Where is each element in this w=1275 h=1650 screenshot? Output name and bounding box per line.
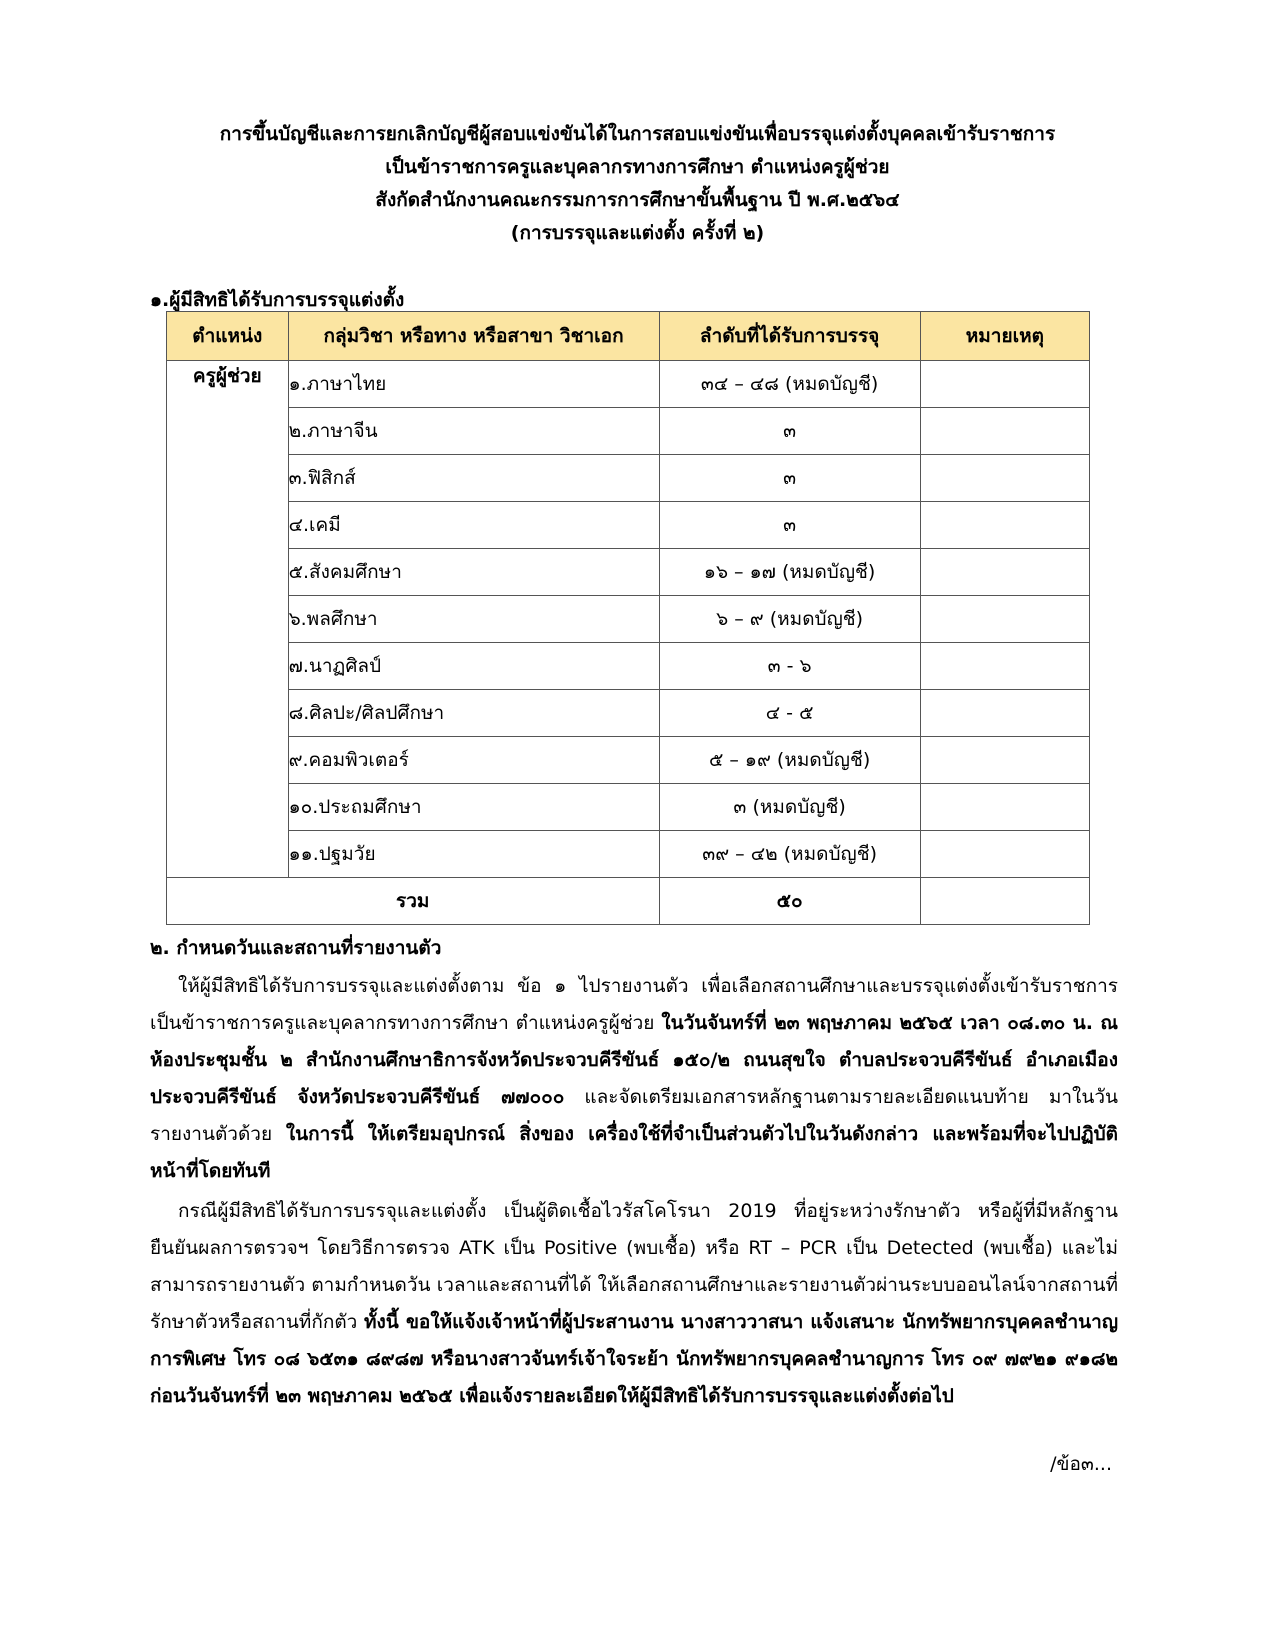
note-cell bbox=[920, 737, 1089, 784]
rank-cell: ๓ bbox=[659, 455, 920, 502]
continued-marker: /ข้อ๓... bbox=[1050, 1453, 1112, 1475]
note-cell bbox=[920, 455, 1089, 502]
table-row bbox=[167, 831, 1090, 878]
header-position: ตำแหน่ง bbox=[167, 312, 289, 361]
position-cell: ครูผู้ช่วย bbox=[167, 361, 289, 878]
para1-date-location: ในวันจันทร์ที่ ๒๓ พฤษภาคม ๒๕๖๕ เวลา ๐๘.๓๐ น. ณ ห้องประชุมชั้น ๒ สำนักงานศึกษาธิการจังหวัดประจวบคีรีขันธ์ ๑๕๐/๒ ถนนสุขใจ ตำบลประจวบคีรีขันธ์ อำเภอเมืองประจวบคีรีขันธ์ จังหวัดประจวบคีรีขันธ์ ๗๗๐๐๐ bbox=[150, 1012, 1118, 1108]
report-instructions-paragraph bbox=[150, 968, 1118, 1190]
rank-cell: ๓ - ๖ bbox=[659, 643, 920, 690]
subject-cell: ๒.ภาษาจีน bbox=[288, 408, 659, 455]
section-1-heading: ๑.ผู้มีสิทธิได้รับการบรรจุแต่งตั้ง bbox=[150, 289, 405, 311]
header-note: หมายเหตุ bbox=[920, 312, 1089, 361]
rank-cell: ๓ bbox=[659, 408, 920, 455]
para2-contacts: ทั้งนี้ ขอให้แจ้งเจ้าหน้าที่ผู้ประสานงาน นางสาววาสนา แจ้งเสนาะ นักทรัพยากรบุคคลชำนาญการพิเศษ โทร ๐๘ ๖๕๓๑ ๘๙๘๗ หรือนางสาวจันทร์เจ้าใจระย้า นักทรัพยากรบุคคลชำนาญการ โทร ๐๙ ๗๙๒๑ ๙๑๘๒ ก่อนวันจันทร์ที่ ๒๓ พฤษภาคม ๒๕๖๕ เพื่อแจ้งรายละเอียดให้ผู้มีสิทธิได้รับการบรรจุและแต่งตั้งต่อไป bbox=[150, 1311, 1119, 1407]
note-cell bbox=[920, 549, 1089, 596]
total-row bbox=[167, 878, 1090, 925]
title-line-2: เป็นข้าราชการครูและบุคลากรทางการศึกษา ตำแหน่งครูผู้ช่วย bbox=[385, 156, 890, 178]
note-cell bbox=[920, 408, 1089, 455]
subject-cell: ๖.พลศึกษา bbox=[288, 596, 659, 643]
subject-cell: ๘.ศิลปะ/ศิลปศึกษา bbox=[288, 690, 659, 737]
title-line-4: (การบรรจุและแต่งตั้ง ครั้งที่ ๒) bbox=[510, 222, 765, 244]
table-row bbox=[167, 737, 1090, 784]
para1-intro: ให้ผู้มีสิทธิได้รับการบรรจุและแต่งตั้งตาม ข้อ ๑ ไปรายงานตัว เพื่อเลือกสถานศึกษาและบรรจุแต่งตั้งเข้ารับราชการเป็นข้าราชการครูและบุคลากรทางการศึกษา ตำแหน่งครูผู้ช่วย bbox=[150, 975, 1118, 1034]
section-2-heading: ๒. กำหนดวันและสถานที่รายงานตัว bbox=[150, 937, 442, 959]
table-row bbox=[167, 455, 1090, 502]
rank-cell: ๑๖ – ๑๗ (หมดบัญชี) bbox=[659, 549, 920, 596]
subject-cell: ๓.ฟิสิกส์ bbox=[288, 455, 659, 502]
title-line-1: การขึ้นบัญชีและการยกเลิกบัญชีผู้สอบแข่งขันได้ในการสอบแข่งขันเพื่อบรรจุแต่งตั้งบุคคลเข้ารับราชการ bbox=[219, 123, 1056, 145]
note-cell bbox=[920, 502, 1089, 549]
note-cell bbox=[920, 643, 1089, 690]
table-row bbox=[167, 361, 1090, 408]
subject-cell: ๑๑.ปฐมวัย bbox=[288, 831, 659, 878]
covid-case-paragraph bbox=[150, 1193, 1118, 1415]
table-row bbox=[167, 408, 1090, 455]
note-cell bbox=[920, 784, 1089, 831]
table-row bbox=[167, 596, 1090, 643]
table-row bbox=[167, 784, 1090, 831]
rank-cell: ๓๔ – ๔๘ (หมดบัญชี) bbox=[659, 361, 920, 408]
note-cell bbox=[920, 690, 1089, 737]
para1-preparation: ในการนี้ ให้เตรียมอุปกรณ์ สิ่งของ เครื่องใช้ที่จำเป็นส่วนตัวไปในวันดังกล่าว และพร้อมที่จะไปปฏิบัติหน้าที่โดยทันที bbox=[150, 1123, 1118, 1182]
subject-cell: ๑๐.ประถมศึกษา bbox=[288, 784, 659, 831]
allocation-table bbox=[166, 311, 1090, 925]
note-cell bbox=[920, 361, 1089, 408]
rank-cell: ๔ - ๕ bbox=[659, 690, 920, 737]
subject-cell: ๗.นาฏศิลป์ bbox=[288, 643, 659, 690]
table-row bbox=[167, 643, 1090, 690]
rank-cell: ๖ – ๙ (หมดบัญชี) bbox=[659, 596, 920, 643]
note-cell bbox=[920, 831, 1089, 878]
subject-cell: ๙.คอมพิวเตอร์ bbox=[288, 737, 659, 784]
table-row bbox=[167, 502, 1090, 549]
rank-cell: ๓๙ – ๔๒ (หมดบัญชี) bbox=[659, 831, 920, 878]
subject-cell: ๔.เคมี bbox=[288, 502, 659, 549]
para2-conditions: กรณีผู้มีสิทธิได้รับการบรรจุและแต่งตั้ง เป็นผู้ติดเชื้อไวรัสโคโรนา 2019 ที่อยู่ระหว่างรักษาตัว หรือผู้ที่มีหลักฐานยืนยันผลการตรวจฯ โดยวิธีการตรวจ ATK เป็น Positive (พบเชื้อ) หรือ RT – PCR เป็น Detected (พบเชื้อ) และไม่สามารถรายงานตัว ตามกำหนดวัน เวลาและสถานที่ได้ ให้เลือกสถานศึกษาและรายงานตัวผ่านระบบออนไลน์จากสถานที่รักษาตัวหรือสถานที่กักตัว bbox=[150, 1200, 1118, 1333]
para1-documents: และจัดเตรียมเอกสารหลักฐานตามรายละเอียดแนบท้าย มาในวันรายงานตัวด้วย bbox=[150, 1086, 1118, 1145]
header-subject: กลุ่มวิชา หรือทาง หรือสาขา วิชาเอก bbox=[288, 312, 659, 361]
rank-cell: ๓ bbox=[659, 502, 920, 549]
header-rank: ลำดับที่ได้รับการบรรจุ bbox=[659, 312, 920, 361]
rank-cell: ๓ (หมดบัญชี) bbox=[659, 784, 920, 831]
total-label: รวม bbox=[167, 878, 660, 925]
subject-cell: ๕.สังคมศึกษา bbox=[288, 549, 659, 596]
table-header-row bbox=[167, 312, 1090, 361]
total-value: ๕๐ bbox=[659, 878, 920, 925]
document-title bbox=[0, 118, 1275, 250]
rank-cell: ๕ – ๑๙ (หมดบัญชี) bbox=[659, 737, 920, 784]
table-row bbox=[167, 690, 1090, 737]
total-note-cell bbox=[920, 878, 1089, 925]
title-line-3: สังกัดสำนักงานคณะกรรมการการศึกษาขั้นพื้นฐาน ปี พ.ศ.๒๕๖๔ bbox=[375, 189, 900, 211]
subject-cell: ๑.ภาษาไทย bbox=[288, 361, 659, 408]
table-row bbox=[167, 549, 1090, 596]
note-cell bbox=[920, 596, 1089, 643]
